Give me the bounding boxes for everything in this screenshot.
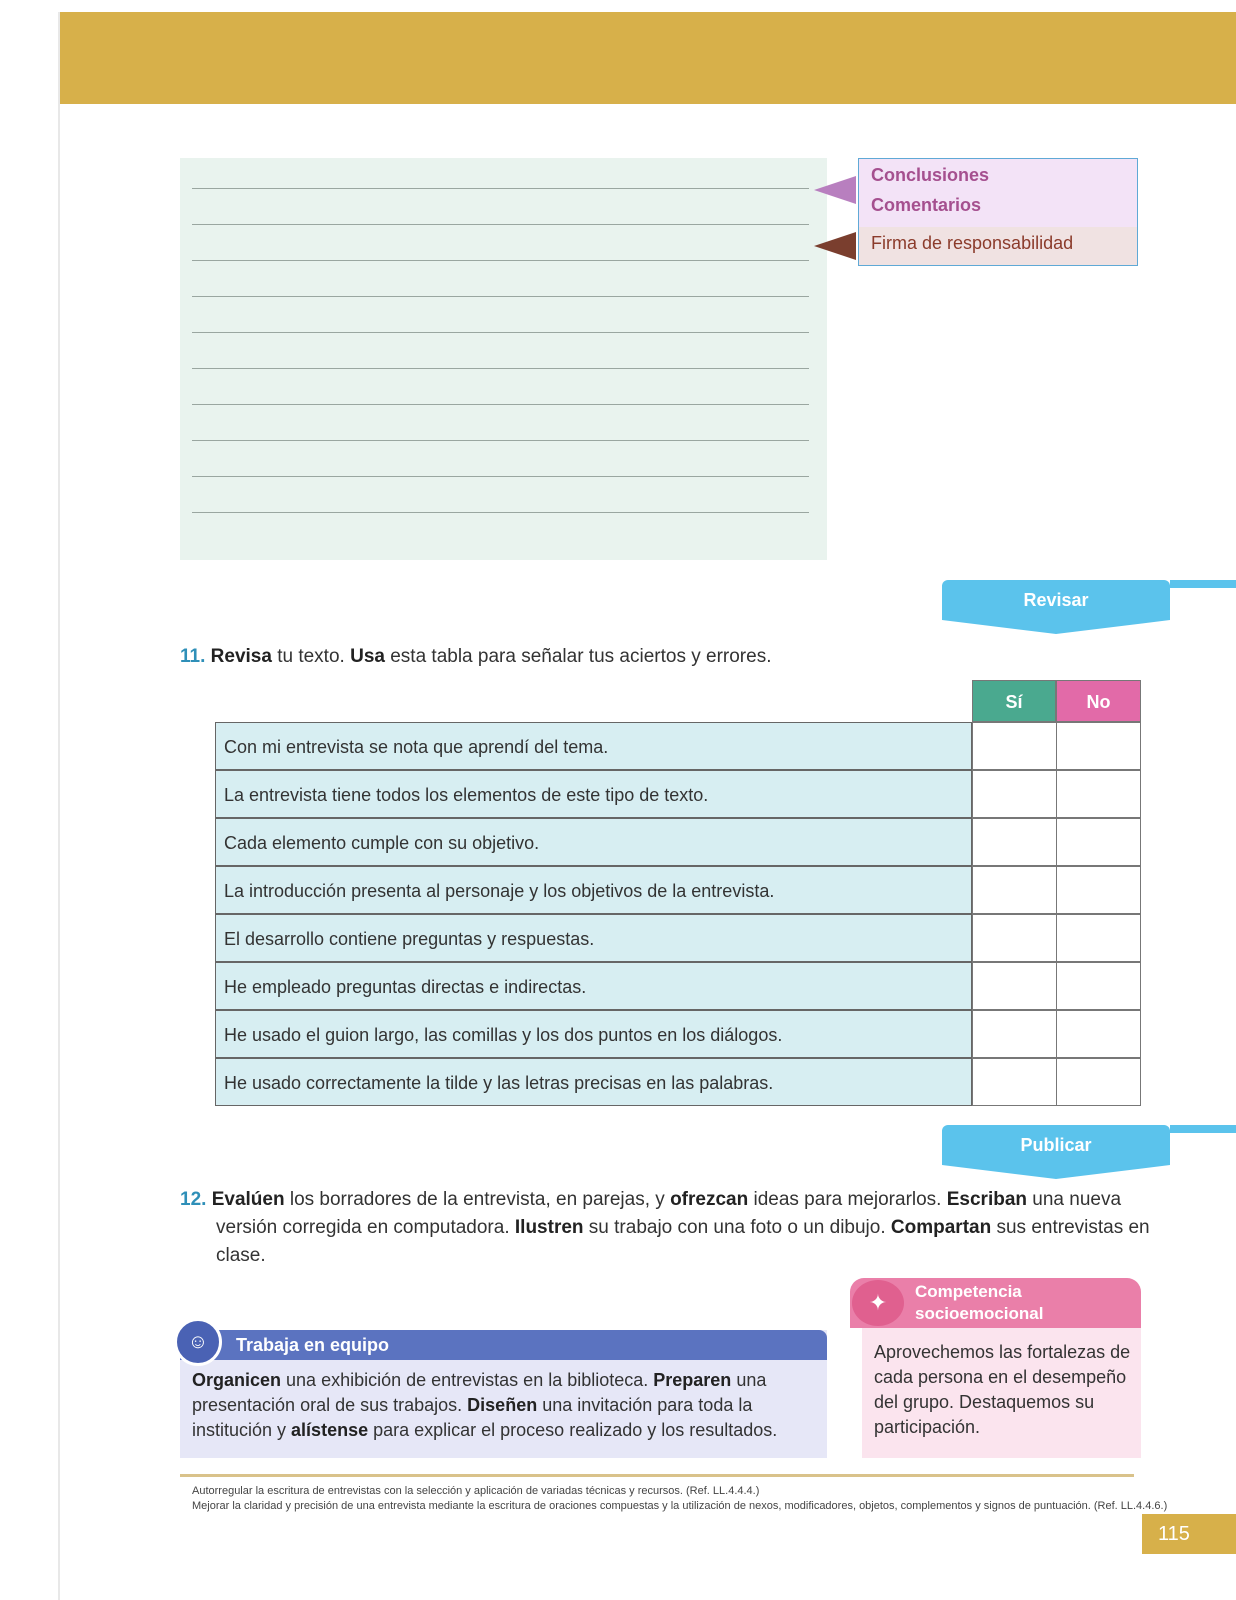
checkbox-no[interactable] xyxy=(1056,770,1141,818)
tab-pointer xyxy=(942,620,1170,634)
text: una presentación oral de sus trabajos. xyxy=(192,1370,767,1415)
text: su trabajo con una foto o un dibujo. xyxy=(583,1217,891,1238)
legend-firma: Firma de responsabilidad xyxy=(871,233,1074,253)
column-header-si: Sí xyxy=(972,680,1056,722)
table-row xyxy=(215,770,1141,818)
footer-objective-1: Autorregular la escritura de entrevistas con la selección y aplicación de variadas técnicas y recursos. (Ref. LL.4.4.4.) xyxy=(192,1485,760,1497)
writing-line xyxy=(192,440,809,441)
text: ideas para mejorarlos. xyxy=(748,1189,947,1210)
section-tab-revisar: Revisar xyxy=(942,580,1170,620)
checkbox-no[interactable] xyxy=(1056,962,1141,1010)
handshake-icon: ✦ xyxy=(852,1280,904,1326)
table-row xyxy=(215,722,1141,770)
team-work-box xyxy=(180,1330,827,1458)
writing-line xyxy=(192,332,809,333)
checkbox-no[interactable] xyxy=(1056,866,1141,914)
checkbox-si[interactable] xyxy=(972,818,1057,866)
question-number: 12. xyxy=(180,1189,207,1210)
row-statement: He usado el guion largo, las comillas y los dos puntos en los diálogos. xyxy=(215,1010,972,1058)
row-statement: La entrevista tiene todos los elementos de este tipo de texto. xyxy=(215,770,972,818)
checkbox-si[interactable] xyxy=(972,722,1057,770)
writing-line xyxy=(192,188,809,189)
table-row xyxy=(215,1010,1141,1058)
arrow-left-icon xyxy=(814,232,856,260)
table-row xyxy=(215,1058,1141,1106)
row-statement: Cada elemento cumple con su objetivo. xyxy=(215,818,972,866)
section-tab-publicar: Publicar xyxy=(942,1125,1170,1165)
socio-title-2: socioemocional xyxy=(915,1304,1044,1323)
row-statement: He usado correctamente la tilde y las letras precisas en las palabras. xyxy=(215,1058,972,1106)
checkbox-si[interactable] xyxy=(972,770,1057,818)
page-number: 115 xyxy=(1142,1514,1236,1554)
row-statement: El desarrollo contiene preguntas y respuestas. xyxy=(215,914,972,962)
verb: Evalúen xyxy=(211,1189,285,1210)
row-statement: La introducción presenta al personaje y los objetivos de la entrevista. xyxy=(215,866,972,914)
checkbox-si[interactable] xyxy=(972,866,1057,914)
text: esta tabla para señalar tus aciertos y errores. xyxy=(384,646,772,667)
text: una invitación para toda la institución y xyxy=(192,1395,753,1440)
checkbox-no[interactable] xyxy=(1056,818,1141,866)
writing-line xyxy=(192,224,809,225)
checkbox-no[interactable] xyxy=(1056,1058,1141,1106)
table-row xyxy=(215,866,1141,914)
writing-area[interactable] xyxy=(180,158,827,560)
text: una nueva versión corregida en computadora. xyxy=(216,1189,1122,1238)
legend-conclusiones: Conclusiones xyxy=(871,165,990,185)
row-statement: He empleado preguntas directas e indirectas. xyxy=(215,962,972,1010)
verb: Revisa xyxy=(210,646,272,667)
footer-objective-2: Mejorar la claridad y precisión de una entrevista mediante la escritura de oraciones compuestas y la utilización de nexos, modificadores, objetos, complementos y signos de puntuación. (Ref. LL.4.4.6.) xyxy=(192,1500,1168,1512)
footer-rule xyxy=(180,1474,1134,1477)
question-number: 11. xyxy=(180,646,206,667)
checkbox-si[interactable] xyxy=(972,914,1057,962)
tab-connector xyxy=(1170,580,1236,588)
legend-comentarios: Comentarios xyxy=(871,195,982,215)
arrow-left-icon xyxy=(814,176,856,204)
row-statement: Con mi entrevista se nota que aprendí del tema. xyxy=(215,722,972,770)
checkbox-no[interactable] xyxy=(1056,1010,1141,1058)
verb: Preparen xyxy=(653,1370,732,1390)
writing-line xyxy=(192,260,809,261)
people-icon: ☺ xyxy=(174,1318,222,1366)
question-12 xyxy=(180,1186,1176,1270)
verb: Ilustren xyxy=(514,1217,584,1238)
checkbox-no[interactable] xyxy=(1056,914,1141,962)
verb: Escriban xyxy=(946,1189,1028,1210)
team-title: Trabaja en equipo xyxy=(180,1330,827,1360)
checkbox-si[interactable] xyxy=(972,962,1057,1010)
question-11 xyxy=(180,643,1120,671)
writing-line xyxy=(192,512,809,513)
tab-pointer xyxy=(942,1165,1170,1179)
text: los borradores de la entrevista, en parejas, y xyxy=(284,1189,671,1210)
checkbox-si[interactable] xyxy=(972,1010,1057,1058)
team-body xyxy=(192,1368,812,1443)
column-header-no: No xyxy=(1056,680,1141,722)
page-edge xyxy=(58,12,60,1600)
socio-title-1: Competencia xyxy=(915,1282,1022,1301)
writing-line xyxy=(192,296,809,297)
header-band xyxy=(58,12,1236,104)
verb: Diseñen xyxy=(467,1395,538,1415)
writing-line xyxy=(192,368,809,369)
table-row xyxy=(215,914,1141,962)
verb: alístense xyxy=(291,1420,369,1440)
tab-connector xyxy=(1170,1125,1236,1133)
text: sus entrevistas en clase. xyxy=(216,1217,1150,1266)
verb: Organicen xyxy=(192,1370,282,1390)
text: para explicar el proceso realizado y los resultados. xyxy=(368,1420,778,1440)
verb: ofrezcan xyxy=(670,1189,749,1210)
checkbox-si[interactable] xyxy=(972,1058,1057,1106)
verb: Usa xyxy=(350,646,385,667)
writing-line xyxy=(192,476,809,477)
writing-line xyxy=(192,404,809,405)
table-row xyxy=(215,818,1141,866)
text: una exhibición de entrevistas en la biblioteca. xyxy=(281,1370,654,1390)
verb: Compartan xyxy=(890,1217,992,1238)
structure-legend xyxy=(858,158,1138,266)
checkbox-no[interactable] xyxy=(1056,722,1141,770)
text: tu texto. xyxy=(271,646,351,667)
socio-body: Aprovechemos las fortalezas de cada persona en el desempeño del grupo. Destaquemos su participación. xyxy=(874,1342,1131,1437)
table-row xyxy=(215,962,1141,1010)
